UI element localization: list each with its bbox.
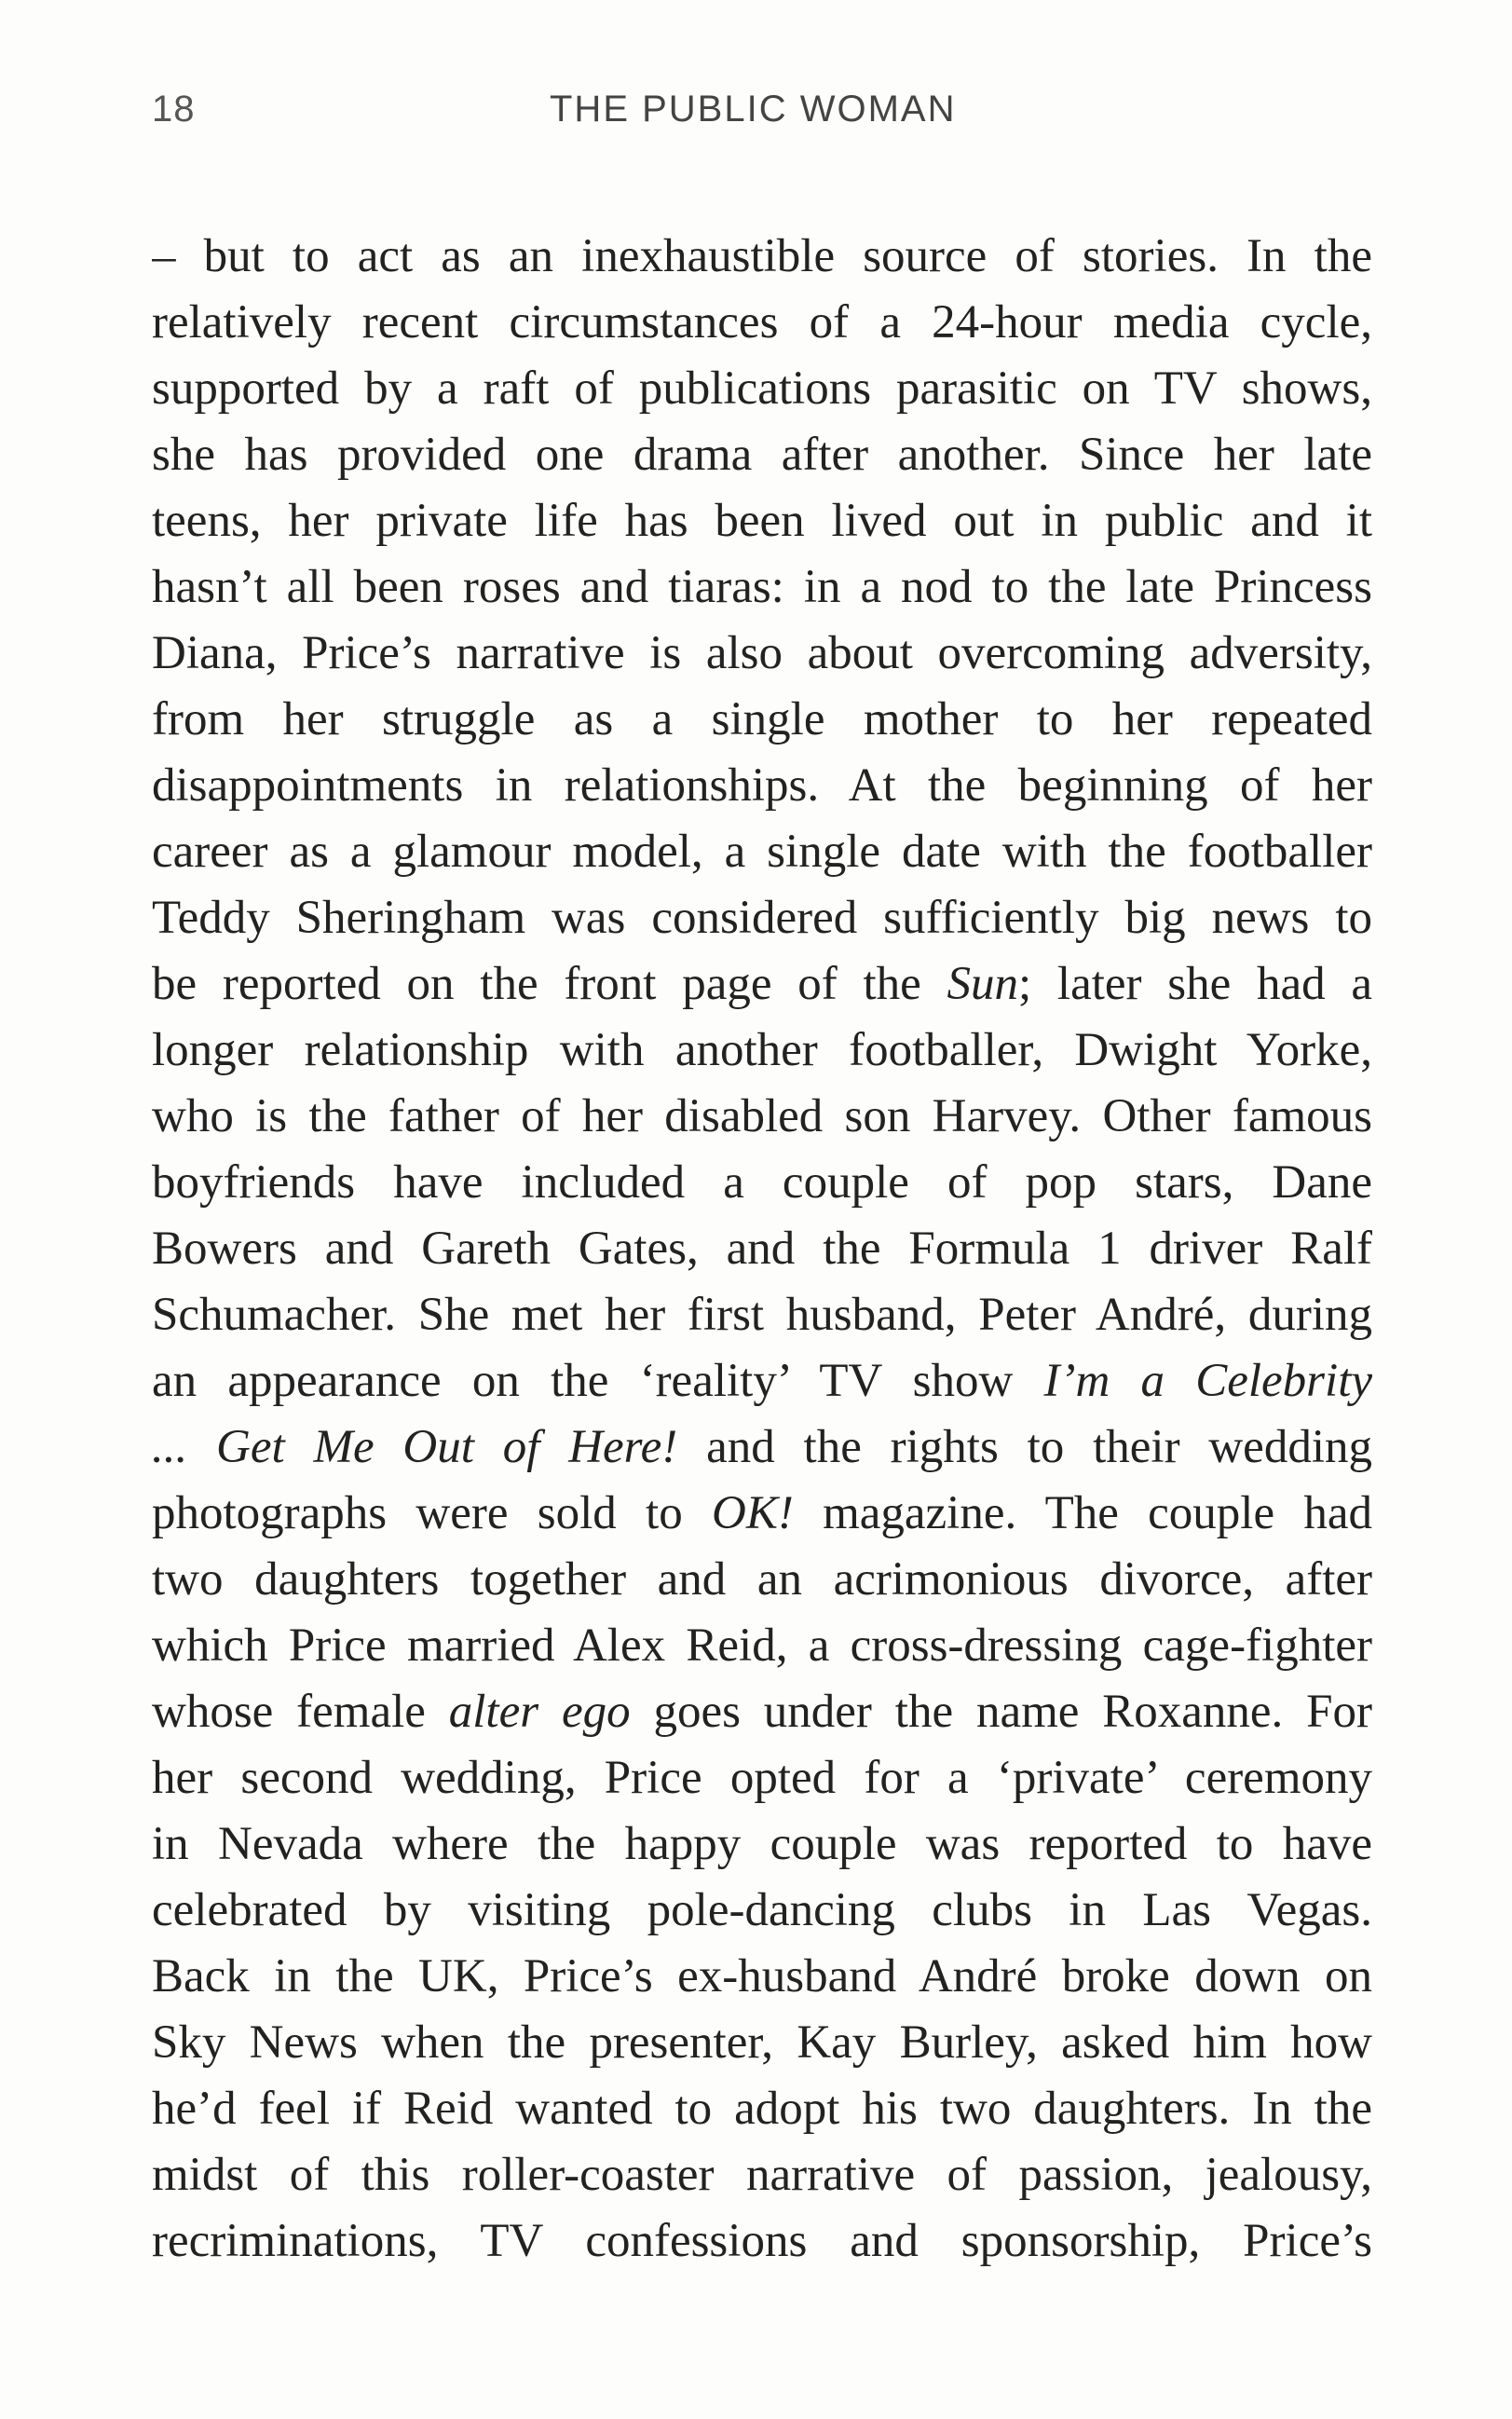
text-run: from her struggle as a single mother to her repeated [152,693,1372,745]
text-line [152,621,1372,687]
italic-text: Sun [947,958,1018,1010]
text-run: goes under the name Roxanne. For [630,1686,1372,1738]
text-run: Sky News when the presenter, Kay Burley, asked him how [152,2016,1372,2069]
text-line [152,819,1372,885]
text-run: photographs were sold to [152,1487,712,1539]
italic-text: ... Get Me Out of Here! [152,1421,678,1473]
text-run: hasn’t all been roses and tiaras: in a nod to the late Princess [152,561,1372,613]
text-run: Schumacher. She met her first husband, Peter André, during [152,1289,1372,1341]
text-line [152,422,1372,488]
text-run: boyfriends have included a couple of pop stars, Dane [152,1156,1372,1209]
text-run: in Nevada where the happy couple was reported to have [152,1818,1372,1870]
text-run: two daughters together and an acrimonious divorce, after [152,1553,1372,1606]
text-run: Back in the UK, Price’s ex-husband André broke down on [152,1950,1372,2002]
text-line [152,885,1372,951]
text-line [152,1282,1372,1348]
text-line [152,2076,1372,2142]
text-run: Bowers and Gareth Gates, and the Formula 1 driver Ralf [152,1223,1372,1275]
text-line [152,1348,1372,1414]
running-head [152,89,1372,144]
italic-text: OK! [711,1487,794,1539]
text-line [152,2010,1372,2076]
text-run: she has provided one drama after another. Since her late [152,429,1372,481]
text-run: longer relationship with another footballer, Dwight Yorke, [152,1024,1372,1076]
running-title: THE PUBLIC WOMAN [550,89,957,130]
text-run: career as a glamour model, a single date with the footballer [152,826,1372,878]
text-run: and the rights to their wedding [677,1421,1372,1473]
text-run: Teddy Sheringham was considered sufficiently big news to [152,892,1372,944]
text-line [152,1018,1372,1084]
text-line [152,554,1372,621]
text-run: whose female [152,1686,449,1738]
text-run: celebrated by visiting pole-dancing clubs in Las Vegas. [152,1884,1372,1936]
text-line [152,290,1372,356]
text-line [152,1216,1372,1282]
text-line [152,753,1372,819]
text-line [152,1547,1372,1613]
text-run: relatively recent circumstances of a 24-hour media cycle, [152,296,1372,348]
text-line [152,1613,1372,1679]
text-run: teens, her private life has been lived out in public and it [152,495,1372,547]
text-run: supported by a raft of publications parasitic on TV shows, [152,362,1372,415]
text-line [152,356,1372,422]
italic-text: I’m a Celebrity [1043,1355,1372,1407]
text-run: ; later she had a [1018,958,1372,1010]
text-run: which Price married Alex Reid, a cross-dressing cage-fighter [152,1620,1372,1672]
italic-text: alter ego [448,1686,631,1738]
text-line [152,1944,1372,2010]
text-line [152,1150,1372,1216]
text-line [152,1878,1372,1944]
text-run: recriminations, TV confessions and sponsorship, Price’s [152,2215,1372,2267]
text-run: midst of this roller-coaster narrative of passion, jealousy, [152,2149,1372,2201]
text-run: disappointments in relationships. At the beginning of her [152,759,1372,812]
text-line [152,1481,1372,1547]
text-line [152,488,1372,554]
text-run: be reported on the front page of the [152,958,947,1010]
text-run: her second wedding, Price opted for a ‘private’ ceremony [152,1752,1372,1804]
text-run: – but to act as an inexhaustible source of stories. In the [152,230,1372,282]
text-line [152,1811,1372,1878]
text-line [152,1084,1372,1150]
text-line [152,224,1372,290]
page-number: 18 [152,89,196,130]
text-line [152,687,1372,753]
text-line [152,1679,1372,1745]
body-paragraph [152,224,1372,2275]
text-run: magazine. The couple had [793,1487,1372,1539]
text-line [152,2142,1372,2208]
text-line [152,2208,1372,2275]
text-line [152,951,1372,1018]
text-line [152,1414,1372,1481]
text-line [152,1745,1372,1811]
text-run: an appearance on the ‘reality’ TV show [152,1355,1044,1407]
text-run: who is the father of her disabled son Harvey. Other famous [152,1090,1372,1142]
text-run: Diana, Price’s narrative is also about overcoming adversity, [152,627,1372,679]
text-run: he’d feel if Reid wanted to adopt his two daughters. In the [152,2083,1372,2135]
